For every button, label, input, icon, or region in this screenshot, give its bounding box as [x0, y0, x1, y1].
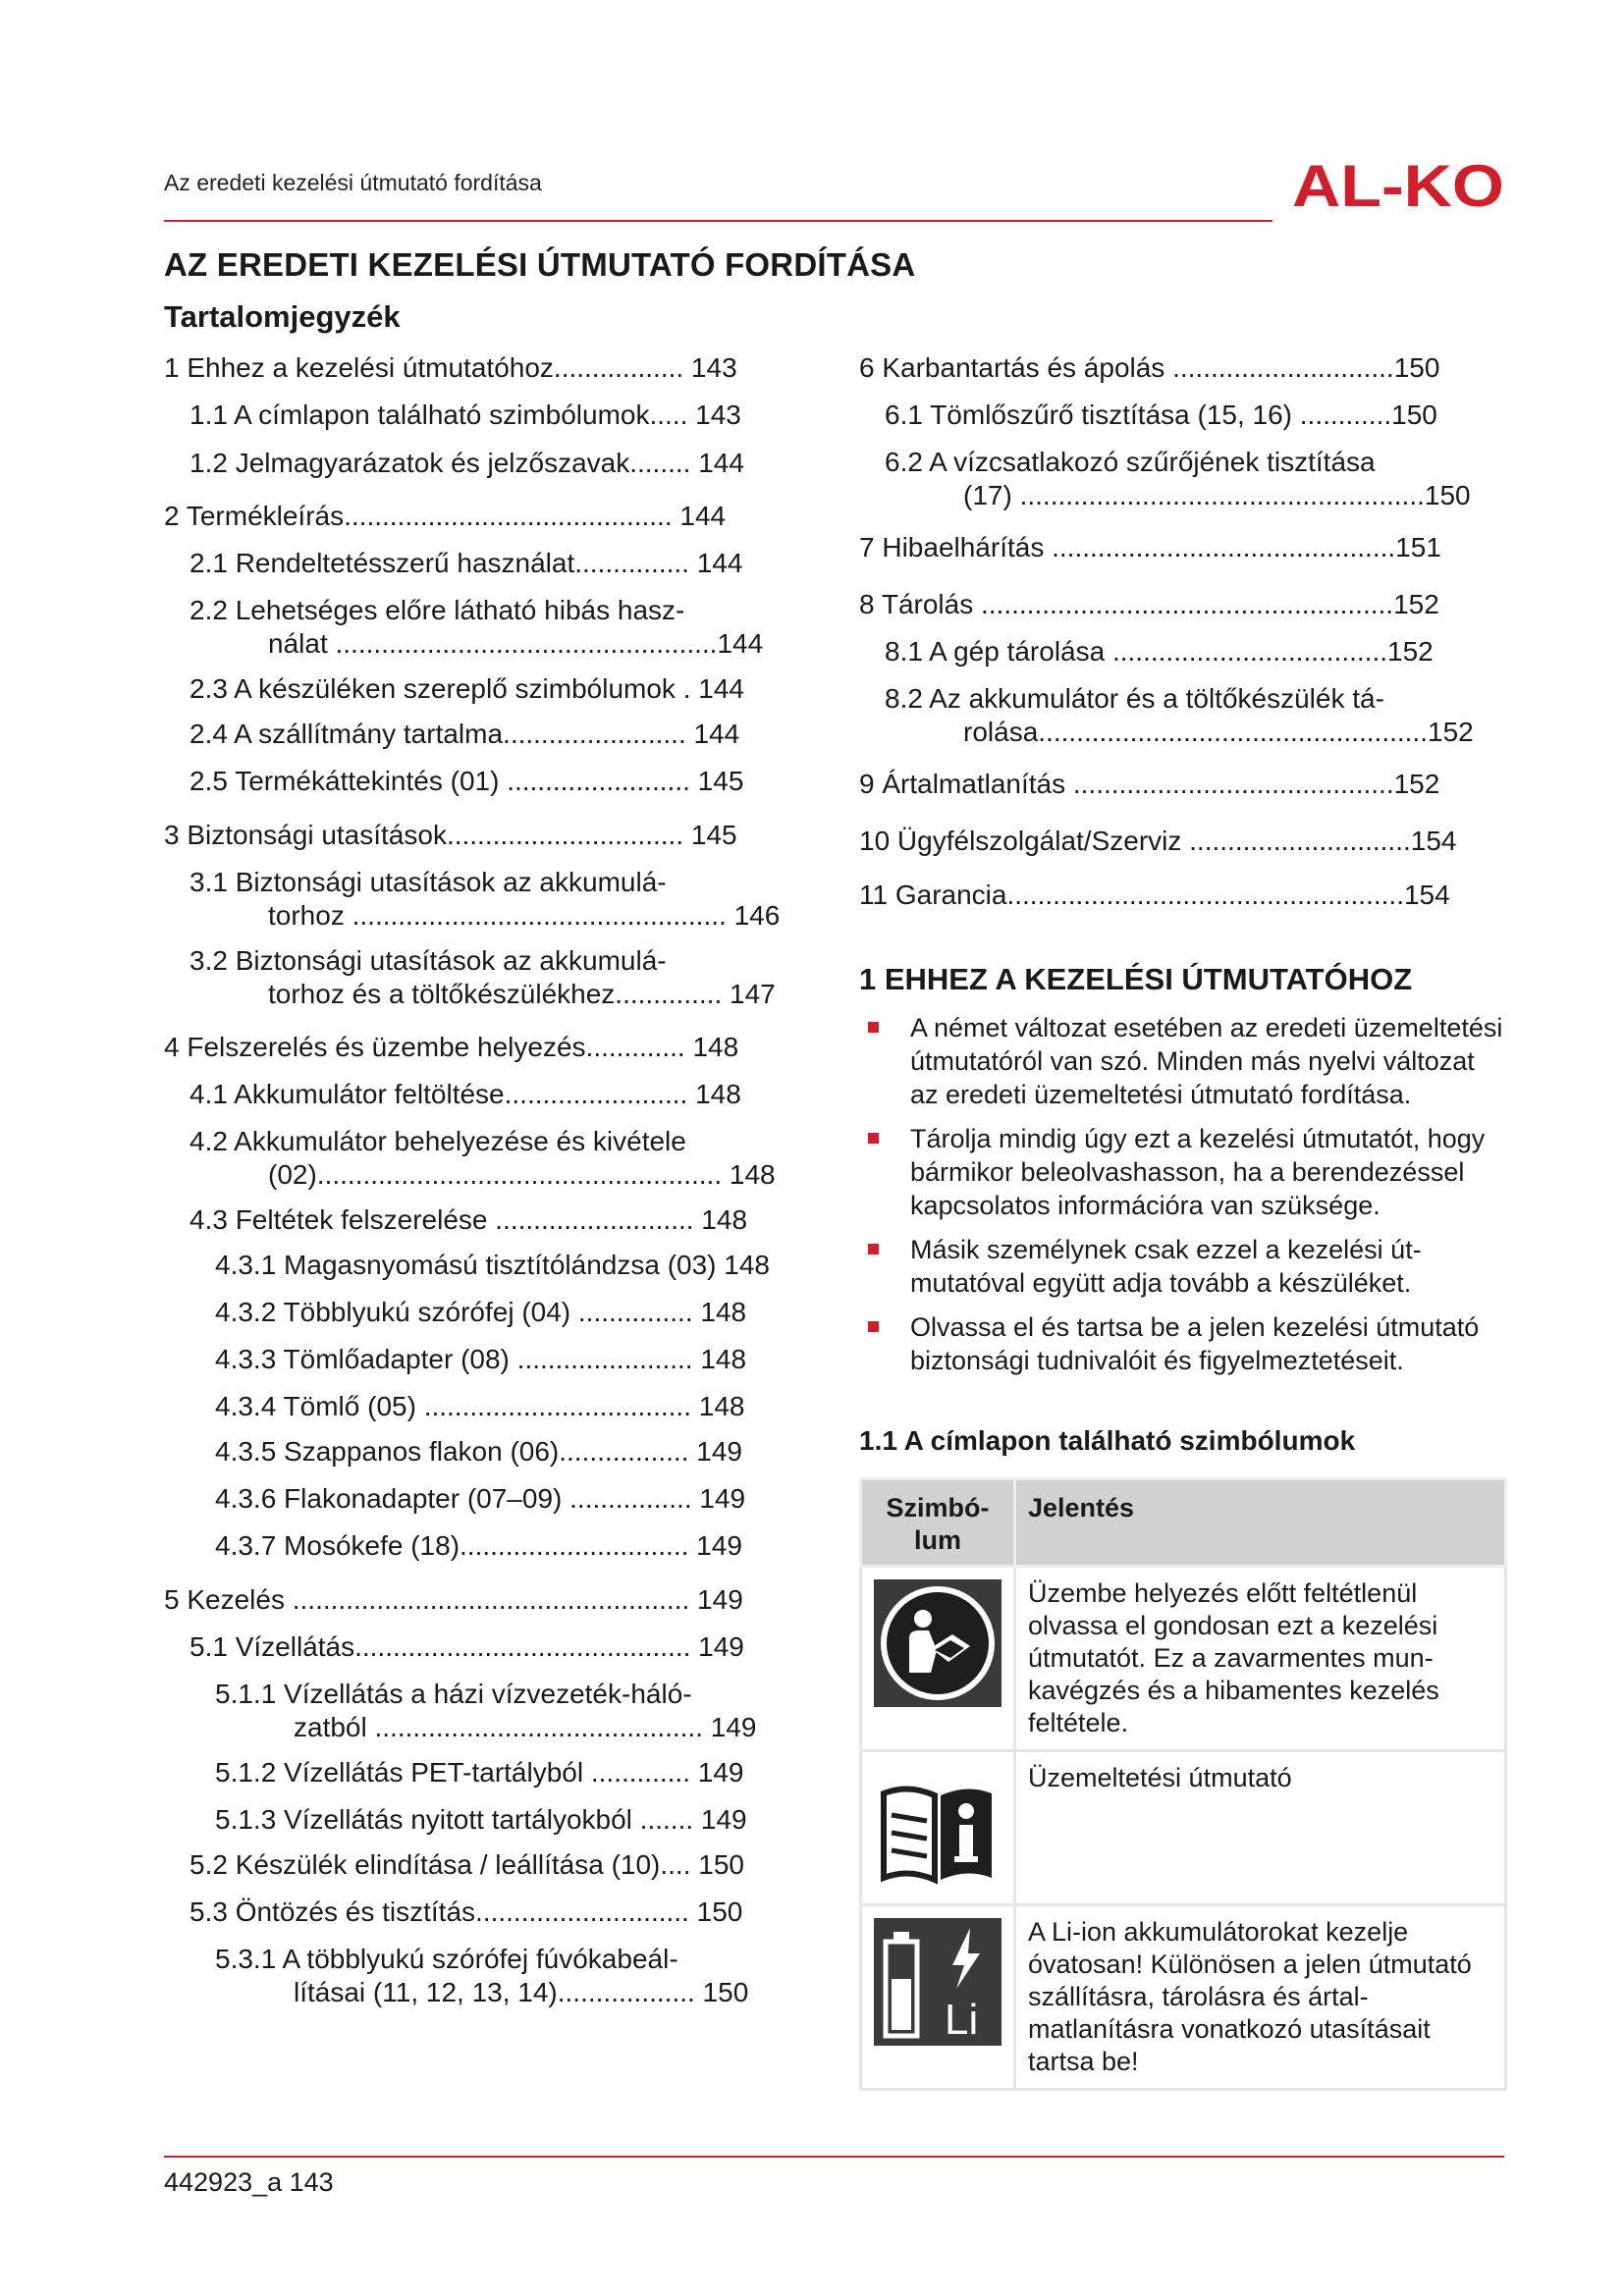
running-header: Az eredeti kezelési útmutató fordítása [164, 170, 542, 195]
toc-entry[interactable]: 5.1.1 Vízellátás a házi vízvezeték-háló- zatból ........................................... 149 [215, 1679, 757, 1742]
toc-entry[interactable]: 6 Karbantartás és ápolás .............................150 [859, 352, 1440, 383]
toc-entry[interactable]: 1 Ehhez a kezelési útmutatóhoz................. 143 [164, 352, 737, 383]
list-item: Olvassa el és tartsa be a jelen kezelési útmutató biztonsági tudnivalóit és figyelmeztetéseit. [859, 1310, 1507, 1377]
header-rule [164, 220, 1272, 222]
toc-entry[interactable]: 5.1.3 Vízellátás nyitott tartályokból ....... 149 [215, 1804, 747, 1835]
toc-entry[interactable]: 4.3 Feltétek felszerelése .......................... 148 [189, 1204, 748, 1235]
section-1-title: 1 EHHEZ A KEZELÉSI ÚTMUTATÓHOZ [859, 962, 1413, 996]
table-row [861, 1751, 1506, 1905]
toc-left-column [164, 351, 816, 2009]
meaning-cell: Üzembe helyezés előtt feltétlenül olvassa el gondosan ezt a kezelési útmutatót. Ez a zavarmentes munkavégzés és a hibamentes kezelés feltétele. [1015, 1567, 1506, 1751]
toc-entry[interactable]: 3 Biztonsági utasítások............................... 145 [164, 820, 737, 850]
toc-entry[interactable]: 1.2 Jelmagyarázatok és jelzőszavak........ 144 [189, 448, 744, 478]
toc-entry[interactable]: 6.2 A vízcsatlakozó szűrőjének tisztítása (17) .....................................................150 [885, 447, 1471, 510]
toc-entry[interactable]: 1.1 A címlapon található szimbólumok..... 143 [189, 400, 741, 430]
toc-entry[interactable]: 4.3.7 Mosókefe (18).............................. 149 [215, 1530, 742, 1561]
bullet-square-icon [868, 1133, 879, 1144]
toc-entry[interactable]: 7 Hibaelhárítás .............................................151 [859, 532, 1441, 562]
toc-entry[interactable]: 8.1 A gép tárolása ....................................152 [885, 636, 1434, 667]
toc-entry[interactable]: 5.3 Öntözés és tisztítás............................ 150 [189, 1896, 743, 1927]
table-header-row [861, 1479, 1506, 1567]
symbol-cell [861, 1751, 1015, 1905]
toc-right-column [859, 351, 1480, 912]
section-1-bullet-list [859, 1011, 1507, 1388]
toc-entry[interactable]: 2.2 Lehetséges előre látható hibás hasz- nálat ..................................................144 [189, 595, 764, 659]
symbol-cell [861, 1567, 1015, 1751]
logo-text: AL-KO [1292, 157, 1504, 212]
li-label: Li [945, 1996, 979, 2044]
toc-entry[interactable]: 2.3 A készüléken szereplő szimbólumok . 144 [189, 673, 744, 704]
toc-entry[interactable]: 4.3.1 Magasnyomású tisztítólándzsa (03) 148 [215, 1250, 770, 1280]
column-header-meaning: Jelentés [1015, 1479, 1506, 1567]
toc-entry[interactable]: 4.3.2 Többlyukú szórófej (04) ............... 148 [215, 1297, 747, 1327]
toc-entry[interactable]: 4 Felszerelés és üzembe helyezés............. 148 [164, 1032, 739, 1062]
toc-entry[interactable]: 2.5 Termékáttekintés (01) ........................ 145 [189, 766, 744, 796]
toc-entry[interactable]: 3.1 Biztonsági utasítások az akkumulá- torhoz ................................................. 146 [189, 867, 781, 931]
toc-entry[interactable]: 10 Ügyfélszolgálat/Szerviz .............................154 [859, 826, 1457, 856]
read-manual-icon [874, 1579, 1001, 1707]
toc-entry[interactable]: 8.2 Az akkumulátor és a töltőkészülék tá- rolása...................................................152 [885, 683, 1474, 747]
operating-manual-info-icon [874, 1764, 1001, 1892]
toc-entry[interactable]: 6.1 Tömlőszűrő tisztítása (15, 16) ............150 [885, 400, 1437, 430]
toc-entry[interactable]: 4.3.5 Szappanos flakon (06)................. 149 [215, 1436, 742, 1467]
alko-logo [1292, 157, 1504, 212]
column-header-symbol: Szimbólum [861, 1479, 1015, 1567]
toc-entry[interactable]: 3.2 Biztonsági utasítások az akkumulá- torhoz és a töltőkészülékhez.............. 147 [189, 945, 776, 1009]
list-item: Másik személynek csak ezzel a kezelési útmutatóval együtt adja tovább a készüléket. [859, 1233, 1507, 1300]
toc-entry[interactable]: 2.1 Rendeltetésszerű használat............... 144 [189, 548, 743, 578]
toc-entry[interactable]: 8 Tárolás ......................................................152 [859, 589, 1439, 619]
table-row [861, 1905, 1506, 2090]
bullet-square-icon [868, 1244, 879, 1255]
toc-entry[interactable]: 11 Garancia....................................................154 [859, 880, 1450, 910]
toc-entry[interactable]: 5 Kezelés .................................................... 149 [164, 1584, 743, 1615]
meaning-cell: Üzemeltetési útmutató [1015, 1751, 1506, 1905]
li-ion-battery-icon [874, 1918, 1001, 2046]
symbols-table [859, 1477, 1507, 2091]
meaning-cell: A Li-ion akkumulátorokat kezelje óvatosan! Különösen a jelen útmutató szállításra, tárolásra és ártalmatlanításra vonatkozó utasításait tartsa be! [1015, 1905, 1506, 2090]
list-item: A német változat esetében az eredeti üzemeltetési útmutatóról van szó. Minden más nyelvi változat az eredeti üzemeltetési útmutató fordítása. [859, 1011, 1507, 1111]
page-footer: 442923_a 143 [164, 2167, 334, 2197]
toc-entry[interactable]: 5.2 Készülék elindítása / leállítása (10).... 150 [189, 1849, 744, 1880]
table-row [861, 1567, 1506, 1751]
footer-rule [164, 2156, 1504, 2158]
bullet-square-icon [868, 1022, 879, 1033]
section-1-1-title: 1.1 A címlapon található szimbólumok [859, 1425, 1356, 1456]
toc-entry[interactable]: 4.1 Akkumulátor feltöltése........................ 148 [189, 1079, 741, 1109]
toc-entry[interactable]: 4.3.4 Tömlő (05) ................................... 148 [215, 1391, 745, 1421]
toc-entry[interactable]: 2 Termékleírás........................................... 144 [164, 501, 727, 531]
page-title: AZ EREDETI KEZELÉSI ÚTMUTATÓ FORDÍTÁSA [164, 246, 916, 283]
toc-heading: Tartalomjegyzék [164, 299, 401, 334]
toc-entry[interactable]: 9 Ártalmatlanítás ..........................................152 [859, 769, 1440, 799]
symbol-cell [861, 1905, 1015, 2090]
toc-entry[interactable]: 5.1.2 Vízellátás PET-tartályból ............. 149 [215, 1757, 744, 1788]
toc-entry[interactable]: 5.1 Vízellátás............................................ 149 [189, 1631, 744, 1662]
list-item: Tárolja mindig úgy ezt a kezelési útmutatót, hogy bármikor beleolvashasson, ha a berendezéssel kapcsolatos információra van szüksége. [859, 1122, 1507, 1222]
toc-entry[interactable]: 4.3.3 Tömlőadapter (08) ....................... 148 [215, 1344, 747, 1374]
toc-entry[interactable]: 4.3.6 Flakonadapter (07–09) ................ 149 [215, 1483, 746, 1514]
toc-entry[interactable]: 2.4 A szállítmány tartalma........................ 144 [189, 719, 740, 749]
toc-entry[interactable]: 5.3.1 A többlyukú szórófej fúvókabeál- lításai (11, 12, 13, 14).................. 150 [215, 1944, 749, 2007]
bullet-square-icon [868, 1321, 879, 1332]
toc-entry[interactable]: 4.2 Akkumulátor behelyezése és kivétele (02)..................................................... 148 [189, 1126, 776, 1190]
